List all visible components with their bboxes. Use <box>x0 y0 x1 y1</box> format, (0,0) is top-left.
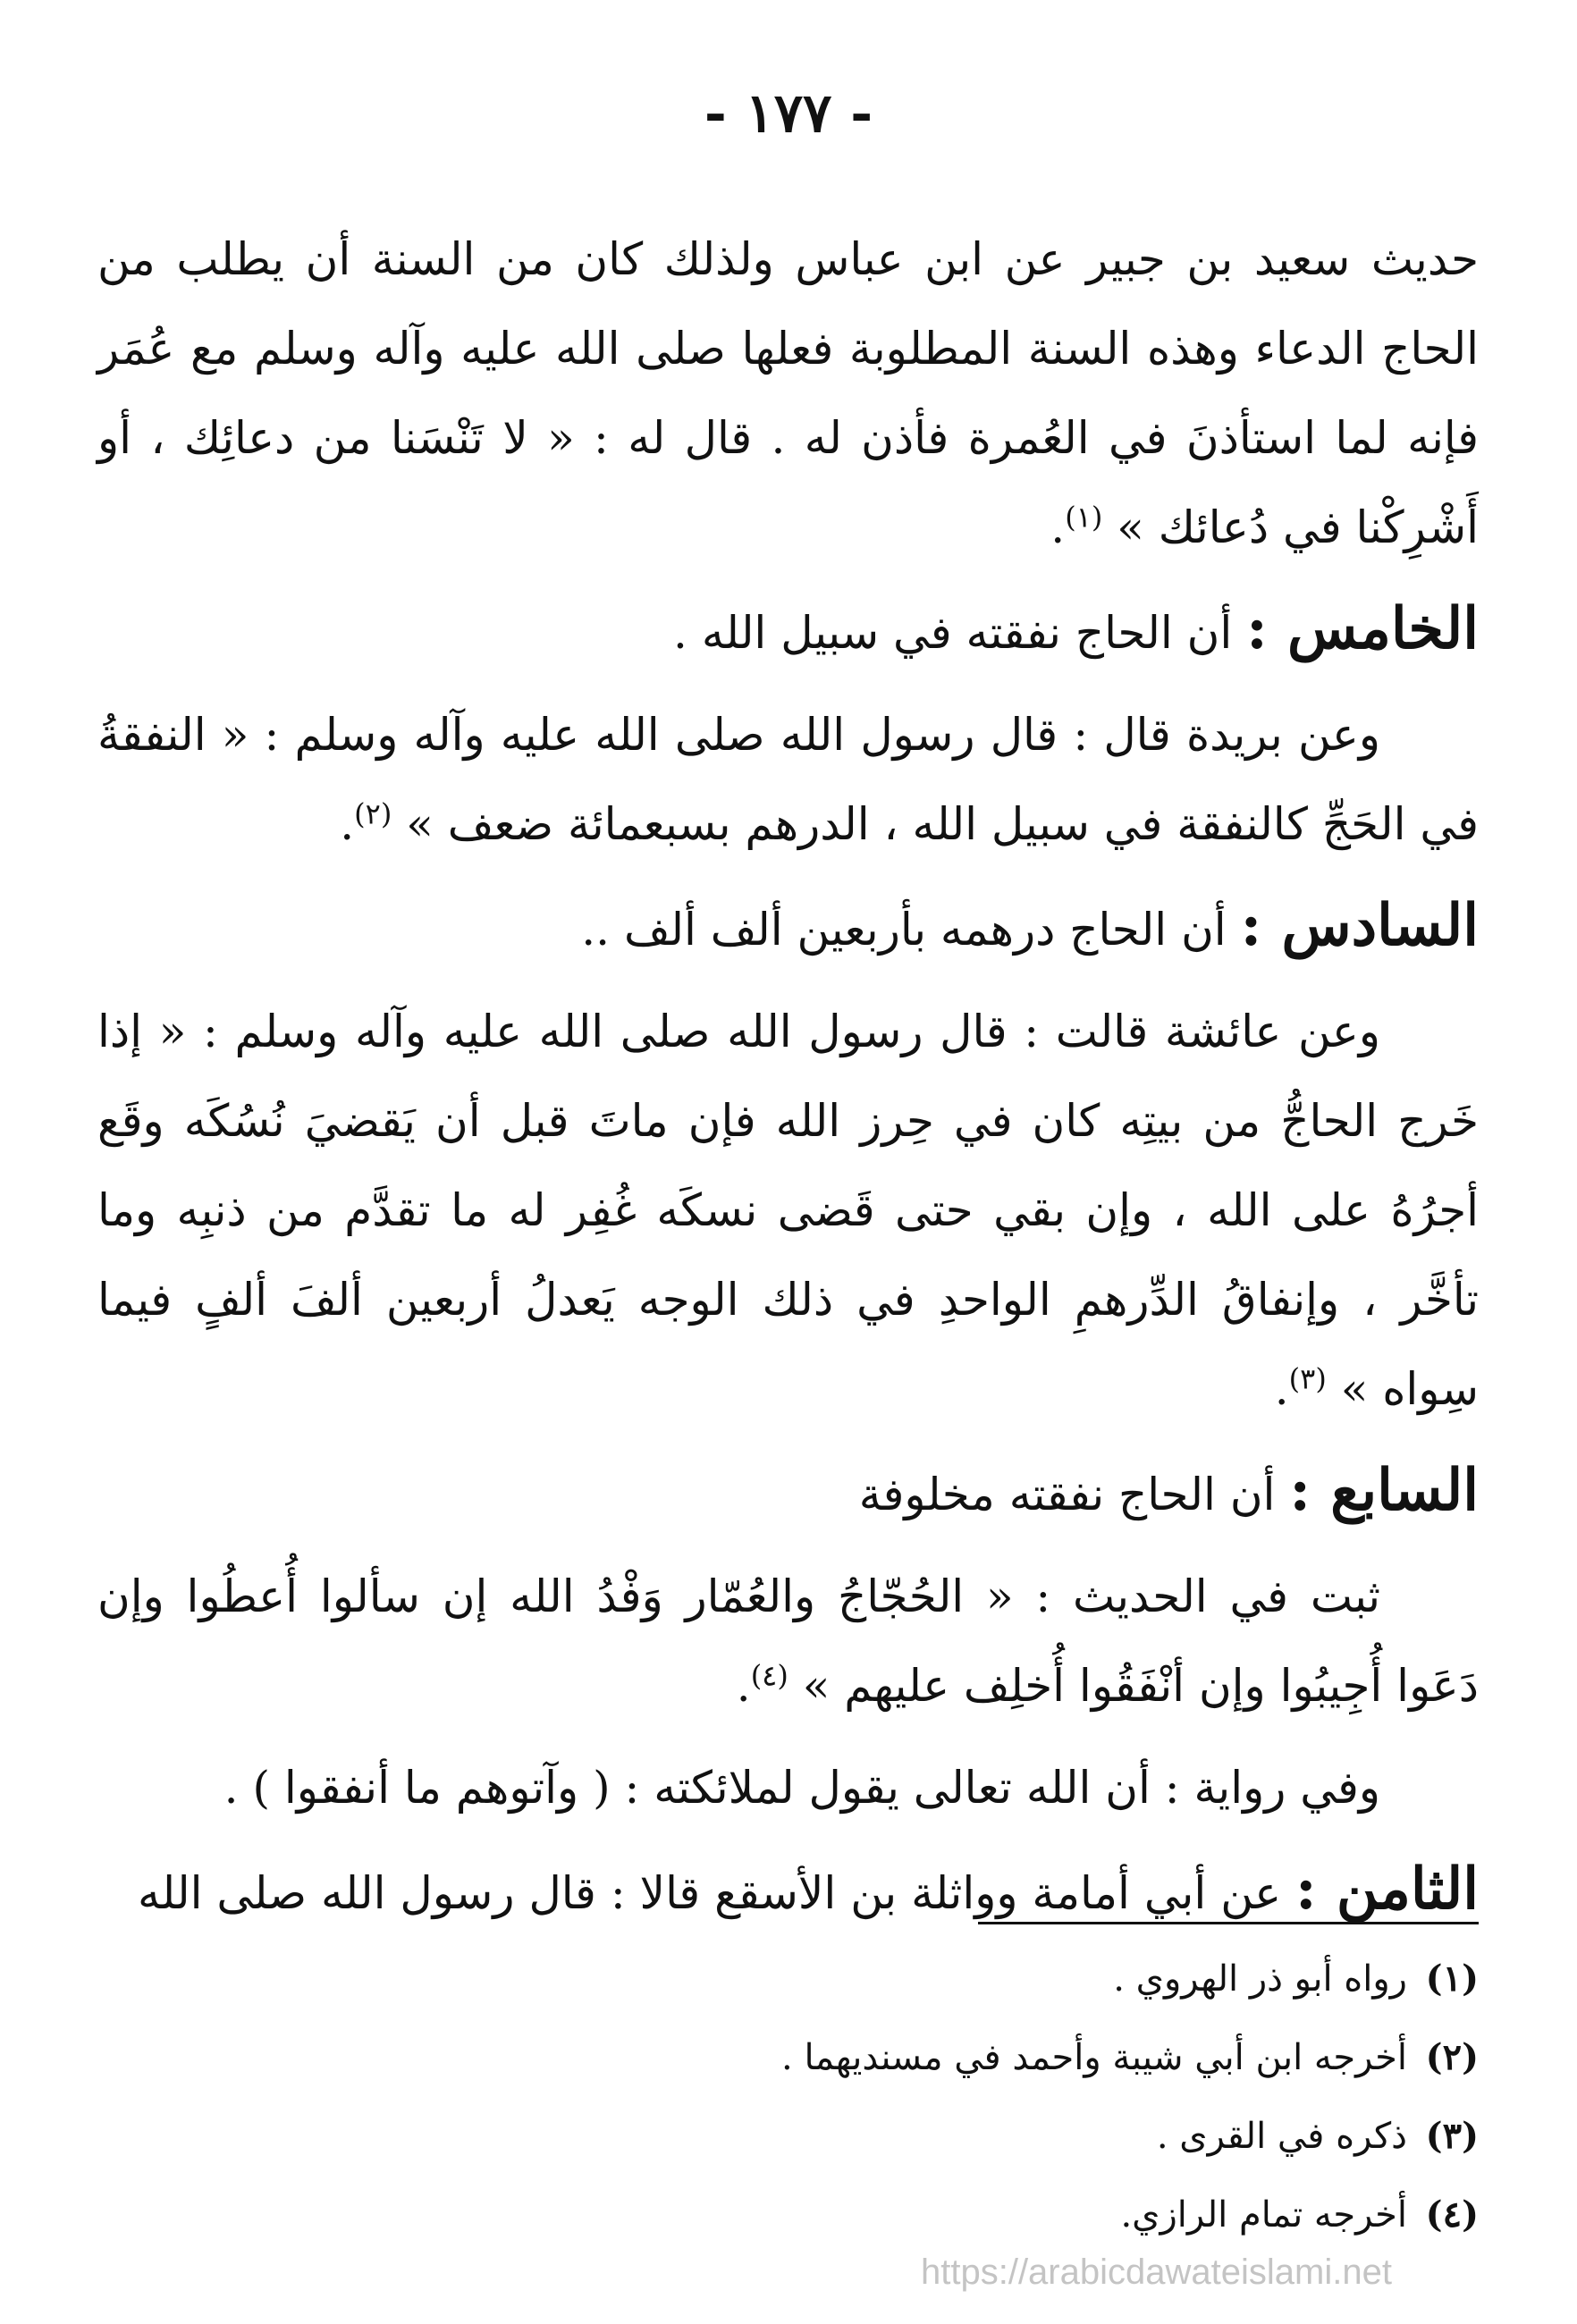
paragraph-end: . <box>1050 501 1066 553</box>
section-body-text: ثبت في الحديث : « الحُجّاجُ والعُمّار وَفْدُ الله إن سألوا أُعطُوا وإن دَعَوا أُجِيبُوا وإن أنْفَقُوا أُخلِف عليهم » <box>97 1570 1479 1712</box>
section-title: الخامس : <box>1246 595 1479 662</box>
intro-paragraph <box>97 215 1479 572</box>
section-heading-text: أن الحاج نفقته مخلوفة <box>858 1469 1276 1520</box>
footnote-number: (٣) <box>1425 2115 1479 2157</box>
footnote-ref: (٣) <box>1288 1361 1327 1396</box>
section-heading-fifth <box>97 585 1479 678</box>
footnote-text: أخرجه ابن أبي شيبة وأحمد في مسنديهما . <box>781 2037 1407 2078</box>
section-title: الثامن : <box>1295 1856 1479 1923</box>
footnote-divider <box>978 1922 1479 1924</box>
section-heading-seventh <box>97 1446 1479 1539</box>
footnote-item <box>97 1940 1479 2018</box>
footnote-text: أخرجه تمام الرازي. <box>1120 2194 1407 2236</box>
section-heading-text: عن أبي أمامة وواثلة بن الأسقع قالا : قال رسول الله صلى الله <box>138 1867 1282 1919</box>
footnote-text: ذكره في القرى . <box>1156 2116 1407 2157</box>
footnote-item <box>97 2018 1479 2097</box>
footnote-number: (٤) <box>1425 2193 1479 2236</box>
page-number: - ١٧٧ - <box>704 82 873 145</box>
footnote-number: (١) <box>1425 1958 1479 2000</box>
section-title: السادس : <box>1240 892 1479 959</box>
footnote-ref: (٤) <box>750 1658 788 1693</box>
paragraph-end: . <box>1274 1363 1289 1415</box>
footnote-ref: (٢) <box>354 796 392 831</box>
paragraph-text: حديث سعيد بن جبير عن ابن عباس ولذلك كان من السنة أن يطلب من الحاج الدعاء وهذه السنة المطلوبة فعلها صلى الله عليه وآله وسلم مع عُمَر فإنه لما استأذنَ في العُمرة فأذن له . قال له : « لا تَنْسَنا من دعائِك ، أو أَشْرِكْنا في دُعائك » <box>97 233 1479 553</box>
section-title: السابع : <box>1289 1457 1479 1524</box>
section-heading-sixth <box>97 881 1479 974</box>
section-heading-text: أن الحاج نفقته في سبيل الله . <box>673 607 1233 659</box>
footnote-ref: (١) <box>1065 500 1103 535</box>
footnote-item <box>97 2097 1479 2176</box>
paragraph-end: . <box>340 798 355 850</box>
section-body-text: وعن بريدة قال : قال رسول الله صلى الله عليه وآله وسلم : « النفقةُ في الحَجِّ كالنفقة في سبيل الله ، الدرهم بسبعمائة ضعف » <box>97 709 1479 850</box>
section-body-sixth <box>97 987 1479 1434</box>
section-body-fifth <box>97 690 1479 869</box>
footnote-number: (٢) <box>1425 2036 1479 2078</box>
main-text <box>97 215 1479 1950</box>
section-heading-text: أن الحاج درهمه بأربعين ألف ألف .. <box>581 904 1227 956</box>
watermark-url: https://arabicdawateislami.net <box>921 2252 1392 2292</box>
footnote-text: رواه أبو ذر الهروي . <box>1113 1958 1407 2000</box>
footnote-item <box>97 2176 1479 2254</box>
footnotes <box>97 1940 1479 2254</box>
section-extra-seventh: وفي رواية : أن الله تعالى يقول لملائكته : ( وآتوهم ما أنفقوا ) . <box>223 1762 1380 1814</box>
section-body-seventh <box>97 1552 1479 1730</box>
section-body-text: وعن عائشة قالت : قال رسول الله صلى الله عليه وآله وسلم : « إذا خَرج الحاجُّ من بيتِه كان في حِرز الله فإن ماتَ قبل أن يَقضيَ نُسُكَه وقَع أجرُهُ على الله ، وإن بقي حتى قَضى نسكَه غُفِر له ما تقدَّم من ذنبِه وما تأخَّر ، وإنفاقُ الدِّرهمِ الواحدِ في ذلك الوجه يَعدلُ أربعين ألفَ ألفٍ فيما سِواه » <box>97 1006 1479 1415</box>
paragraph-end: . <box>736 1660 751 1712</box>
